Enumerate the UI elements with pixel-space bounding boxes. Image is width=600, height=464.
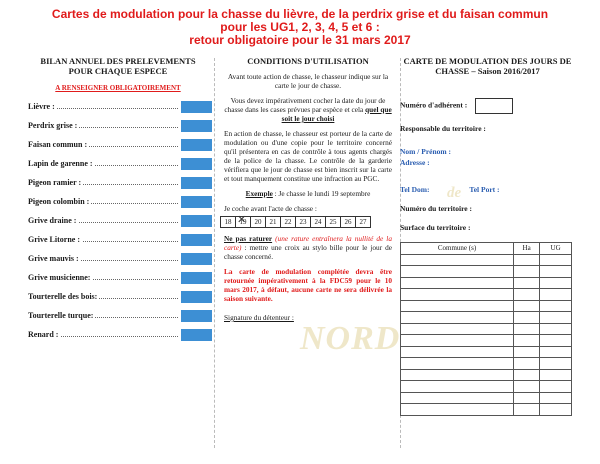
species-count-box[interactable] (181, 139, 212, 151)
commune-cell[interactable] (401, 335, 514, 347)
species-row (20, 117, 216, 136)
nom-prenom-field: Nom / Prénom : (400, 147, 452, 156)
species-count-box[interactable] (181, 101, 212, 113)
species-count-box[interactable] (181, 196, 212, 208)
species-count-box[interactable] (181, 120, 212, 132)
example-day-cell: 20 (250, 216, 266, 228)
example-day-cell: 25 (325, 216, 341, 228)
species-row (20, 212, 216, 231)
commune-row (401, 404, 572, 416)
species-row (20, 231, 216, 250)
commune-cell[interactable] (401, 266, 514, 278)
commune-cell[interactable] (401, 254, 514, 266)
example-day-grid (221, 216, 400, 228)
ha-cell[interactable] (514, 404, 540, 416)
bilan-column (20, 56, 216, 345)
bilan-heading: BILAN ANNUEL DES PRELEVEMENTS POUR CHAQUE ESPECE (40, 56, 196, 76)
species-name: Pigeon ramier : (28, 178, 82, 187)
signature-label: Signature du détenteur : (224, 313, 294, 322)
responsable-field: Responsable du territoire : (400, 124, 486, 133)
commune-cell[interactable] (401, 277, 514, 289)
num-adherent-box[interactable] (475, 98, 513, 114)
commune-table (400, 242, 572, 416)
ha-cell[interactable] (514, 358, 540, 370)
species-count-box[interactable] (181, 158, 212, 170)
ha-cell[interactable] (514, 277, 540, 289)
ug-cell[interactable] (540, 254, 572, 266)
ha-cell[interactable] (514, 300, 540, 312)
ha-cell[interactable] (514, 369, 540, 381)
example-day-cell: 26 (340, 216, 356, 228)
commune-cell[interactable] (401, 358, 514, 370)
ug-cell[interactable] (540, 335, 572, 347)
commune-row (401, 312, 572, 324)
species-name: Lapin de garenne : (28, 159, 93, 168)
commune-cell[interactable] (401, 312, 514, 324)
commune-cell[interactable] (401, 369, 514, 381)
species-name: Faisan commun : (28, 140, 88, 149)
commune-row (401, 300, 572, 312)
bilan-mandatory-note: A RENSEIGNER OBLIGATOIREMENT (55, 84, 181, 92)
ug-cell[interactable] (540, 289, 572, 301)
commune-cell[interactable] (401, 404, 514, 416)
species-row (20, 136, 216, 155)
ha-cell[interactable] (514, 266, 540, 278)
species-name: Grive mauvis : (28, 254, 79, 263)
species-name: Tourterelle des bois: (28, 292, 98, 301)
ug-cell[interactable] (540, 404, 572, 416)
species-row (20, 288, 216, 307)
title-line-3: retour obligatoire pour le 31 mars 2017 (189, 33, 411, 47)
num-adherent-field: Numéro d'adhérent : (400, 98, 575, 114)
example-day-cell: 24 (310, 216, 326, 228)
carte-heading: CARTE DE MODULATION DES JOURS DE CHASSE – Saison 2016/2017 (403, 56, 572, 76)
species-name: Grive musicienne: (28, 273, 91, 282)
commune-cell[interactable] (401, 381, 514, 393)
species-count-box[interactable] (181, 272, 212, 284)
conditions-heading: CONDITIONS D'UTILISATION (247, 56, 369, 66)
title-line-1: Cartes de modulation pour la chasse du lièvre, de la perdrix grise et du faisan commun (51, 7, 549, 21)
example-day-cell: 19 ✕ (235, 216, 251, 228)
document-title (0, 8, 600, 47)
tel-dom-label: Tel Dom: (400, 185, 430, 194)
species-name: Tourterelle turque: (28, 311, 94, 320)
species-count-box[interactable] (181, 253, 212, 265)
commune-row (401, 254, 572, 266)
species-row (20, 193, 216, 212)
species-name: Grive draine : (28, 216, 77, 225)
commune-row (401, 381, 572, 393)
conditions-paragraph-3: En action de chasse, le chasseur est porteur de la carte de modulation ou d'une copie pour le territoire concerné qu'il présentera en cas de contrôle à tous agents chargés de la police de la chasse. Le contrôle de la garderie vérifiera que le jour de chasse est bien inscrit sur la carte et tout manquement constitue une infraction au PGC. (224, 129, 392, 183)
species-row (20, 307, 216, 326)
ug-cell[interactable] (540, 323, 572, 335)
ha-cell[interactable] (514, 335, 540, 347)
commune-row (401, 335, 572, 347)
species-name: Lièvre : (28, 102, 55, 111)
ug-cell[interactable] (540, 392, 572, 404)
example-day-cell: 27 (355, 216, 371, 228)
ha-cell[interactable] (514, 346, 540, 358)
species-count-box[interactable] (181, 329, 212, 341)
example-line: Exemple : Je chasse le lundi 19 septembre (245, 189, 371, 198)
commune-header: Commune (s) (401, 243, 514, 255)
commune-row (401, 277, 572, 289)
species-count-box[interactable] (181, 291, 212, 303)
conditions-paragraph-2: Vous devez impérativement cocher la date du jour de chasse dans les cases prévues par espèce et cela quel que soit le jour choisi (224, 96, 392, 123)
ha-header: Ha (514, 243, 540, 255)
commune-row (401, 323, 572, 335)
example-day-cell: 21 (265, 216, 281, 228)
ug-cell[interactable] (540, 277, 572, 289)
ha-cell[interactable] (514, 312, 540, 324)
conditions-paragraph-1: Avant toute action de chasse, le chasseur indique sur la carte le jour de chasse. (227, 72, 389, 90)
carte-column (400, 56, 575, 416)
species-name: Grive Litorne : (28, 235, 80, 244)
ug-cell[interactable] (540, 369, 572, 381)
species-row (20, 98, 216, 117)
species-name: Pigeon colombin : (28, 197, 90, 206)
example-day-cell: 23 (295, 216, 311, 228)
species-row (20, 250, 216, 269)
commune-row (401, 266, 572, 278)
commune-cell[interactable] (401, 346, 514, 358)
commune-row (401, 392, 572, 404)
commune-cell[interactable] (401, 289, 514, 301)
telephone-row (400, 185, 575, 194)
ha-cell[interactable] (514, 323, 540, 335)
return-notice: La carte de modulation complétée devra être retournée impérativement à la FDC59 pour le 10 mars 2017, à défaut, aucune carte ne sera délivrée la saison suivante. (224, 267, 392, 303)
species-count-box[interactable] (181, 177, 212, 189)
ne-pas-raturer-paragraph: Ne pas raturer (une rature entraînera la nullité de la carte) : mettre une croix au stylo bille pour le jour de chasse concerné. (224, 234, 393, 261)
watermark-nord: NORD (300, 320, 401, 357)
ug-cell[interactable] (540, 312, 572, 324)
ug-cell[interactable] (540, 300, 572, 312)
ha-cell[interactable] (514, 254, 540, 266)
title-line-2: pour les UG1, 2, 3, 4, 5 et 6 : (220, 20, 380, 34)
numero-territoire-field: Numéro du territoire : (400, 204, 472, 213)
ug-cell[interactable] (540, 266, 572, 278)
example-label: Exemple (245, 189, 273, 198)
species-row (20, 155, 216, 174)
tel-port-label: Tel Port : (469, 185, 500, 194)
adresse-field: Adresse : (400, 158, 430, 167)
conditions-column (216, 56, 400, 322)
ha-cell[interactable] (514, 289, 540, 301)
surface-territoire-field: Surface du territoire : (400, 223, 471, 232)
example-day-cell: 18 (220, 216, 236, 228)
species-row (20, 326, 216, 345)
commune-cell[interactable] (401, 300, 514, 312)
commune-row (401, 358, 572, 370)
ug-header: UG (540, 243, 572, 255)
commune-row (401, 346, 572, 358)
commune-cell[interactable] (401, 392, 514, 404)
species-count-box[interactable] (181, 215, 212, 227)
ha-cell[interactable] (514, 381, 540, 393)
ug-cell[interactable] (540, 358, 572, 370)
commune-row (401, 289, 572, 301)
species-row (20, 269, 216, 288)
species-count-box[interactable] (181, 310, 212, 322)
species-row (20, 174, 216, 193)
commune-row (401, 369, 572, 381)
species-name: Perdrix grise : (28, 121, 78, 130)
coche-text: Je coche avant l'acte de chasse : (224, 204, 317, 213)
ne-pas-raturer-label: Ne pas raturer (224, 234, 273, 243)
example-day-cell: 22 (280, 216, 296, 228)
species-count-box[interactable] (181, 234, 212, 246)
ha-cell[interactable] (514, 392, 540, 404)
ug-cell[interactable] (540, 381, 572, 393)
species-name: Renard : (28, 330, 59, 339)
ug-cell[interactable] (540, 346, 572, 358)
watermark-small: de (447, 185, 462, 201)
commune-cell[interactable] (401, 323, 514, 335)
species-list (20, 98, 216, 345)
conditions-emphasis: quel que soit le jour choisi (281, 105, 392, 123)
